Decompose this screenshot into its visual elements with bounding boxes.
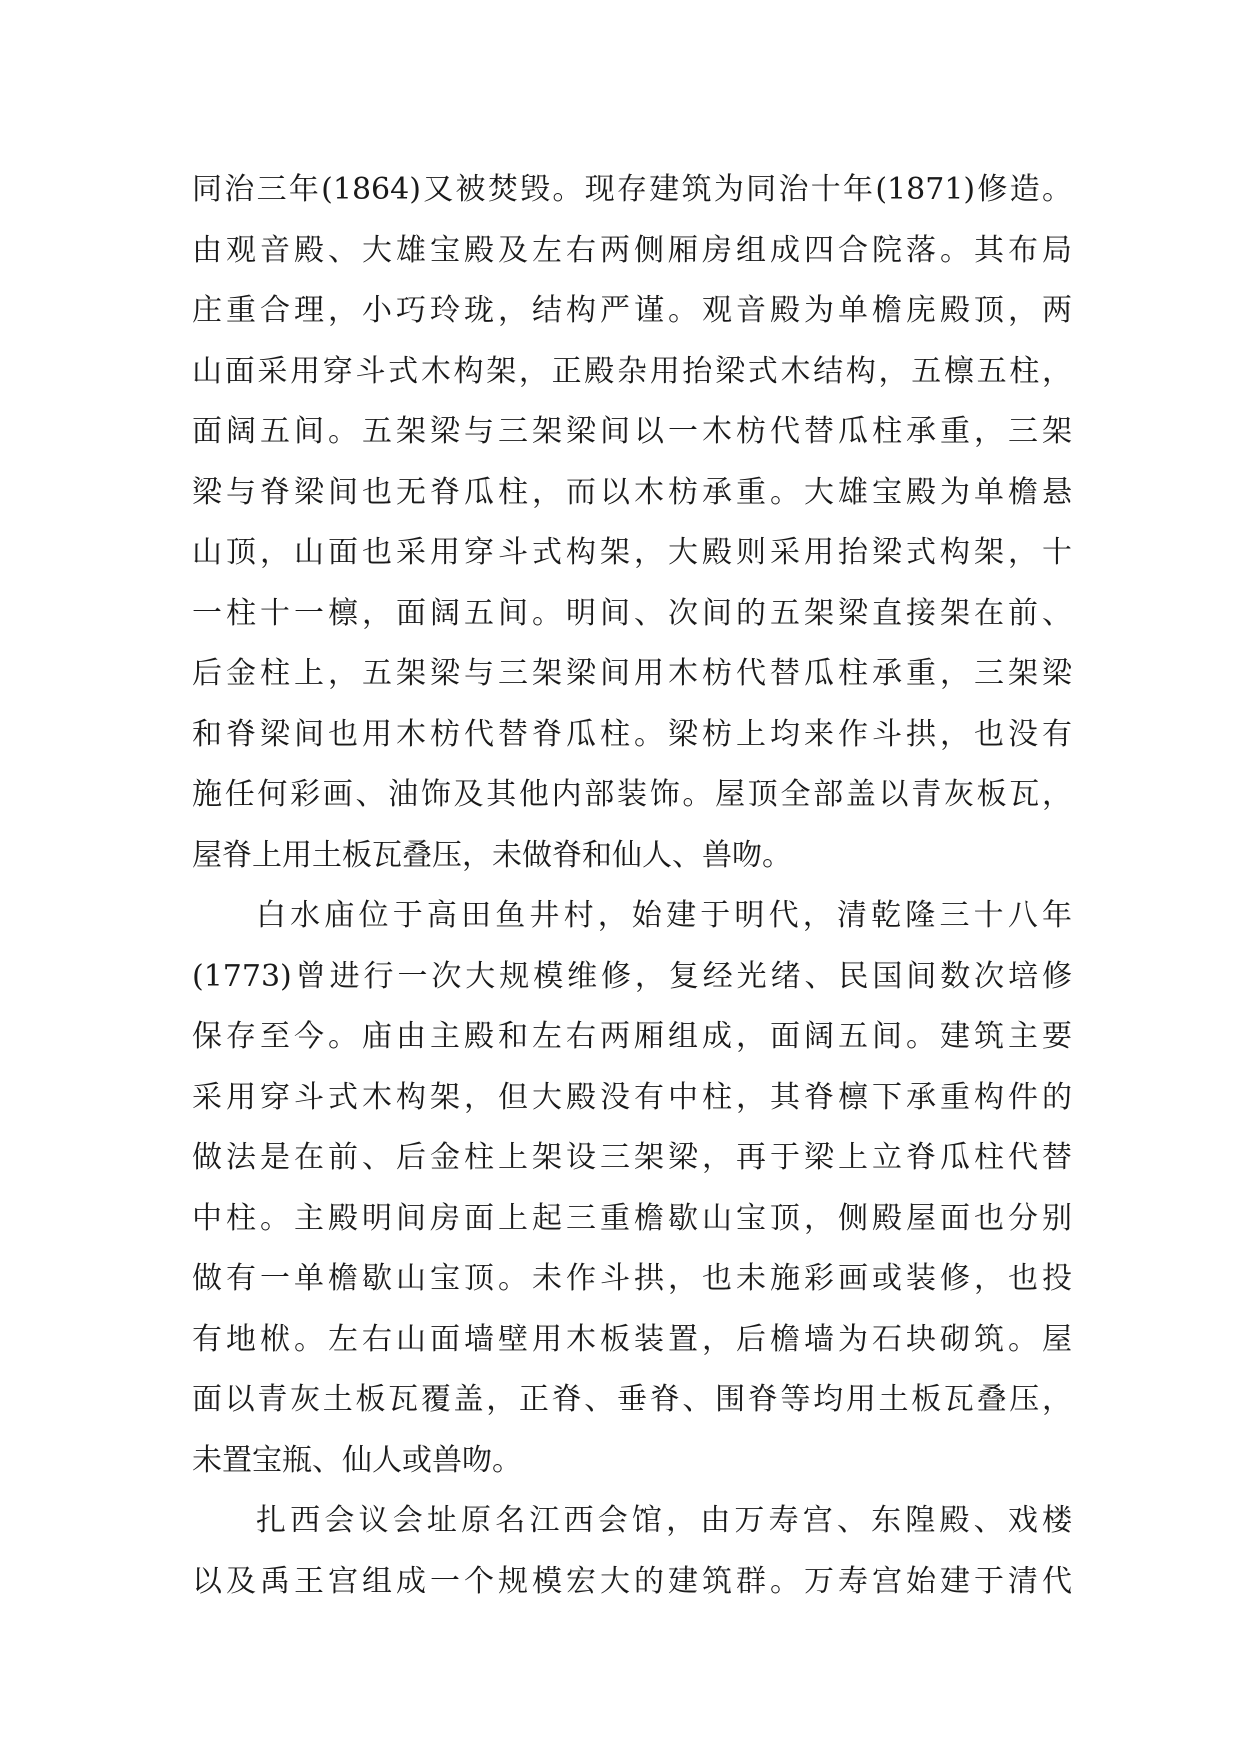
paragraph-1 <box>192 160 1072 886</box>
text-line: 后金柱上，五架梁与三架梁间用木枋代替瓜柱承重，三架梁 <box>192 656 1072 691</box>
text-line: 一柱十一檩，面阔五间。明间、次间的五架梁直接架在前、 <box>192 595 1072 631</box>
body-text <box>192 160 1072 1612</box>
text-line: 未置宝瓶、仙人或兽吻。 <box>192 1442 522 1478</box>
text-line: 梁与脊梁间也无脊瓜柱，而以木枋承重。大雄宝殿为单檐悬 <box>192 474 1072 510</box>
text-line: 山顶，山面也采用穿斗式构架，大殿则采用抬梁式构架，十 <box>192 535 1072 570</box>
text-line: 有地栿。左右山面墙壁用木板装置，后檐墙为石块砌筑。屋 <box>192 1321 1072 1357</box>
text-line: 庄重合理，小巧玲珑，结构严谨。观音殿为单檐庑殿顶，两 <box>192 293 1072 328</box>
text-line: 做有一单檐歇山宝顶。未作斗拱，也未施彩画或装修，也投 <box>192 1261 1072 1296</box>
text-line: 和脊梁间也用木枋代替脊瓜柱。梁枋上均来作斗拱，也没有 <box>192 716 1072 752</box>
text-line: 山面采用穿斗式木构架，正殿杂用抬梁式木结构，五檩五柱， <box>192 353 1072 389</box>
text-line: 面以青灰土板瓦覆盖，正脊、垂脊、围脊等均用土板瓦叠压， <box>192 1382 1072 1417</box>
paragraph-2 <box>192 886 1072 1491</box>
text-line: 做法是在前、后金柱上架设三架梁，再于梁上立脊瓜柱代替 <box>192 1140 1072 1175</box>
text-line: 施任何彩画、油饰及其他内部装饰。屋顶全部盖以青灰板瓦， <box>192 777 1072 812</box>
text-line: 中柱。主殿明间房面上起三重檐歇山宝顶，侧殿屋面也分别 <box>192 1200 1072 1236</box>
text-line: 同治三年(1864)又被焚毁。现存建筑为同治十年(1871)修造。 <box>192 172 1072 207</box>
text-line: 由观音殿、大雄宝殿及左右两侧厢房组成四合院落。其布局 <box>192 232 1072 268</box>
text-line: 白水庙位于高田鱼井村，始建于明代，清乾隆三十八年 <box>256 898 1072 933</box>
text-line: (1773)曾进行一次大规模维修，复经光绪、民国间数次培修 <box>192 958 1072 994</box>
text-line: 以及禹王宫组成一个规模宏大的建筑群。万寿宫始建于清代 <box>192 1563 1072 1599</box>
text-line: 采用穿斗式木构架，但大殿没有中柱，其脊檩下承重构件的 <box>192 1079 1072 1115</box>
text-line: 扎西会议会址原名江西会馆，由万寿宫、东隍殿、戏楼 <box>256 1503 1072 1538</box>
text-line: 保存至今。庙由主殿和左右两厢组成，面阔五间。建筑主要 <box>192 1019 1072 1054</box>
paragraph-3 <box>192 1491 1072 1612</box>
text-line: 屋脊上用土板瓦叠压，未做脊和仙人、兽吻。 <box>192 837 792 873</box>
text-line: 面阔五间。五架梁与三架梁间以一木枋代替瓜柱承重，三架 <box>192 414 1072 449</box>
